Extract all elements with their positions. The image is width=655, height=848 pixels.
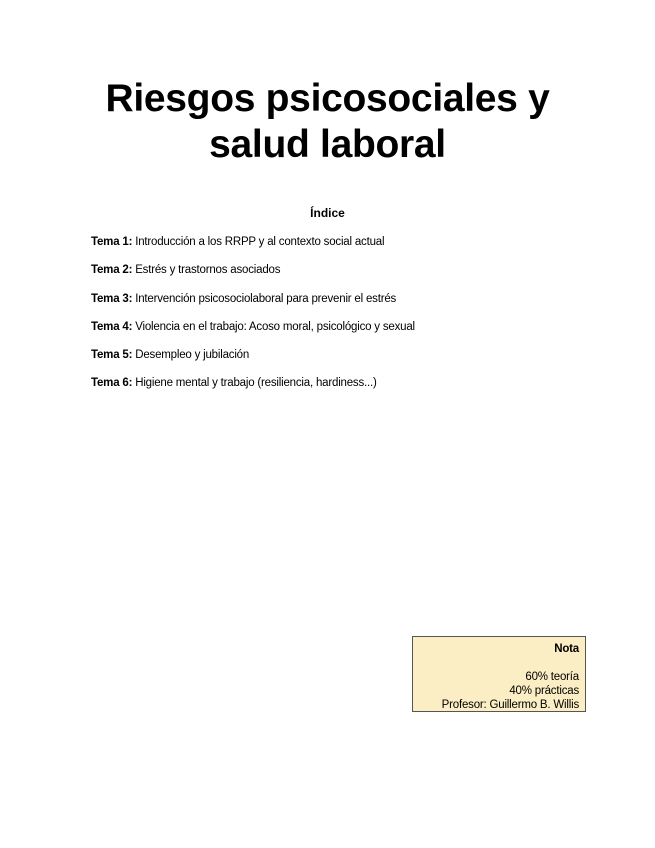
topic-item-4 [91,320,415,334]
note-professor: Profesor: Guillermo B. Willis [441,699,579,711]
topic-prefix: Tema 2: [91,264,133,277]
topic-prefix: Tema 3: [91,292,133,305]
topic-text: Desempleo y jubilación [132,349,250,362]
note-title: Nota [554,643,579,655]
topic-prefix: Tema 5: [91,349,133,362]
topic-item-3 [91,292,415,306]
note-theory-weight: 60% teoría [525,671,579,683]
topic-text: Estrés y trastornos asociados [132,264,281,277]
topic-item-6 [91,376,415,390]
topic-prefix: Tema 4: [91,320,133,333]
topic-item-2 [91,263,415,277]
index-heading: Índice [310,206,345,220]
topic-text: Violencia en el trabajo: Acoso moral, psicológico y sexual [132,320,415,333]
topic-prefix: Tema 6: [91,377,133,390]
page-title [0,76,655,168]
topic-text: Higiene mental y trabajo (resiliencia, hardiness...) [132,377,377,390]
topic-text: Intervención psicosociolaboral para prevenir el estrés [132,292,397,305]
topic-text: Introducción a los RRPP y al contexto social actual [132,236,385,248]
topic-prefix: Tema 1: [91,236,133,248]
topic-list [91,235,415,405]
note-practice-weight: 40% prácticas [509,685,579,697]
topic-item-1 [91,235,415,249]
page-title-line-1: Riesgos psicosociales y [105,77,550,120]
topic-item-5 [91,348,415,362]
page-title-line-2: salud laboral [209,123,446,166]
note-box [412,636,586,712]
